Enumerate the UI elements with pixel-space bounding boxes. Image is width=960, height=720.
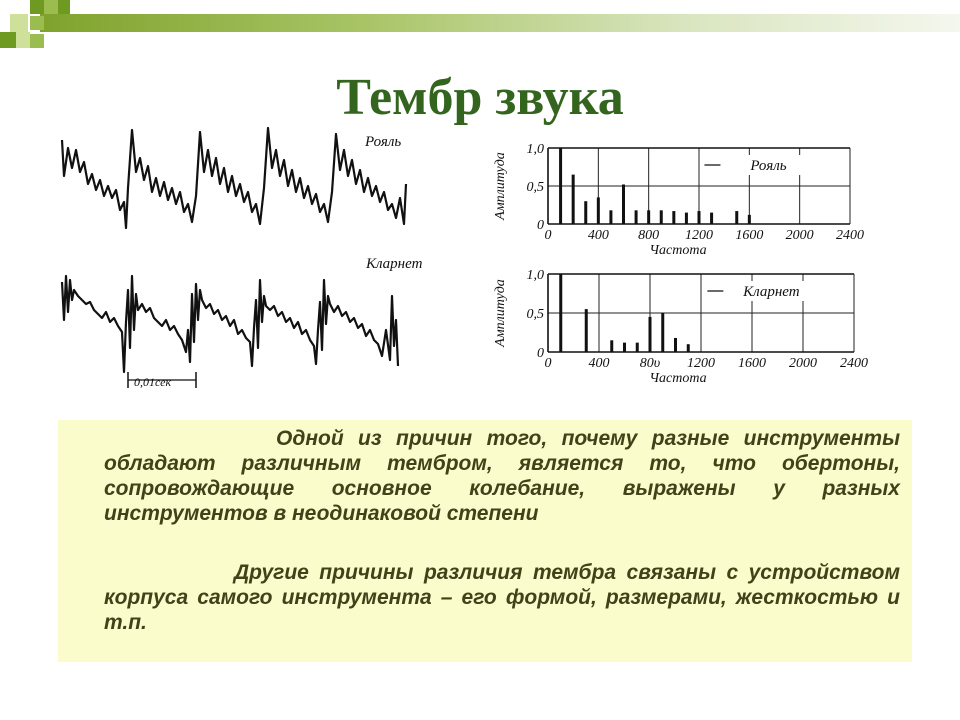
x-axis-label: Частота xyxy=(649,243,707,258)
slide-title: Тембр звука xyxy=(336,69,624,126)
y-tick-label: 0 xyxy=(537,218,544,233)
clarinet-waveform xyxy=(62,276,398,372)
x-tick-label: 80υ xyxy=(639,356,661,371)
legend-label: Кларнет xyxy=(743,284,800,300)
bar xyxy=(674,338,677,352)
x-tick-label: 2000 xyxy=(789,356,817,371)
bar xyxy=(672,211,675,224)
paragraph-1: Одной из причин того, почему разные инструменты обладают различным тембром, является то, что обертоны, сопровождающие основное колебание, выражены у разных инструментов в неодинаковой степени xyxy=(104,427,900,525)
y-tick-label: 0,5 xyxy=(526,307,544,322)
y-axis-label: Амплитуда xyxy=(493,152,508,220)
piano-spectrum-chart xyxy=(493,142,864,258)
bar xyxy=(610,340,613,352)
bar xyxy=(660,210,663,224)
bar xyxy=(584,201,587,224)
clarinet-wave-label: Кларнет xyxy=(366,256,423,272)
x-tick-label: 2400 xyxy=(840,356,868,371)
time-scale-label: 0,01сек xyxy=(134,375,172,389)
bar xyxy=(597,197,600,224)
x-axis-label: Частота xyxy=(649,371,707,386)
bar xyxy=(748,215,751,224)
x-tick-label: 2000 xyxy=(785,228,814,243)
bar xyxy=(559,274,562,352)
bar xyxy=(622,184,625,224)
bar xyxy=(685,213,688,224)
bar xyxy=(710,213,713,224)
y-tick-label: 1,0 xyxy=(526,268,544,283)
bar xyxy=(687,344,690,352)
y-tick-label: 0 xyxy=(537,346,544,361)
piano-wave-label: Рояль xyxy=(365,134,402,150)
bar xyxy=(623,343,626,352)
bar xyxy=(735,211,738,224)
bar xyxy=(647,210,650,224)
y-tick-label: 0,5 xyxy=(526,180,544,195)
x-tick-label: 800 xyxy=(638,228,660,243)
x-tick-label: 400 xyxy=(588,356,610,371)
x-tick-label: 1600 xyxy=(735,228,764,243)
y-axis-label: Амплитуда xyxy=(493,279,508,347)
bar xyxy=(661,313,664,352)
legend-label: Рояль xyxy=(750,158,787,174)
x-tick-label: 0 xyxy=(544,356,552,371)
piano-waveform xyxy=(62,128,406,228)
bar xyxy=(635,210,638,224)
y-tick-label: 1,0 xyxy=(526,142,544,157)
bar xyxy=(559,148,562,224)
x-tick-label: 400 xyxy=(587,228,609,243)
bar xyxy=(585,309,588,352)
x-tick-label: 0 xyxy=(544,228,552,243)
x-tick-label: 2400 xyxy=(836,228,864,243)
bar xyxy=(609,210,612,224)
x-tick-label: 1600 xyxy=(738,356,766,371)
paragraph-2: Другие причины различия тембра связаны с устройством корпуса самого инструмента – его формой, размерами, жесткостью и т.п. xyxy=(104,561,900,634)
clarinet-spectrum-chart xyxy=(493,268,868,386)
x-tick-label: 1200 xyxy=(685,228,713,243)
bar xyxy=(636,343,639,352)
x-tick-label: 1200 xyxy=(687,356,715,371)
bar xyxy=(649,317,652,352)
bar xyxy=(572,175,575,224)
bar xyxy=(698,211,701,224)
